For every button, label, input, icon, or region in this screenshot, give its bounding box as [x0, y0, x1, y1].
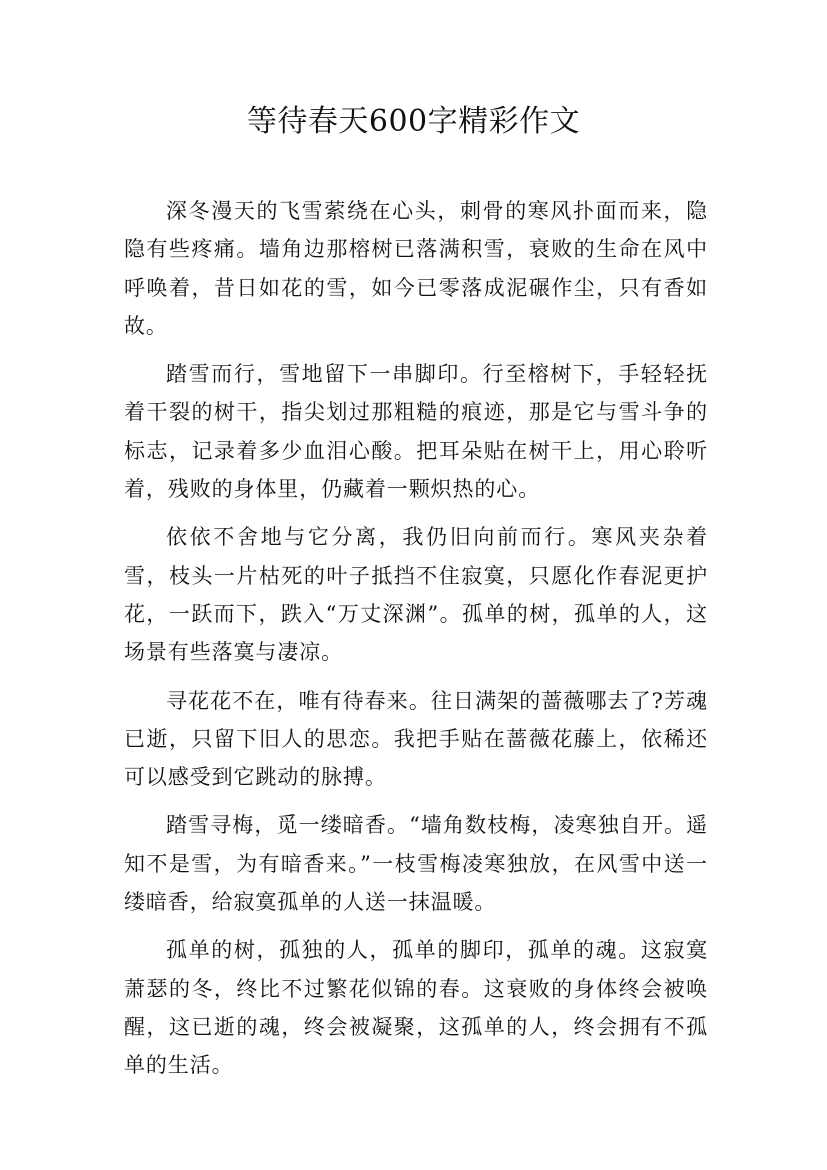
paragraph-6: 孤单的树，孤独的人，孤单的脚印，孤单的魂。这寂寞萧瑟的冬，终比不过繁花似锦的春。这衰败的身体终会被唤醒，这已逝的魂，终会被凝聚，这孤单的人，终会拥有不孤单的生活。: [124, 938, 708, 1078]
paragraph-3: 依依不舍地与它分离，我仍旧向前而行。寒风夹杂着雪，枝头一片枯死的叶子抵挡不住寂寞，只愿化作春泥更护花，一跃而下，跌入“万丈深渊”。孤单的树，孤单的人，这场景有些落寞与凄凉。: [124, 525, 708, 665]
document-body: [124, 192, 708, 1095]
paragraph-5: 踏雪寻梅，觅一缕暗香。“墙角数枝梅，凌寒独自开。遥知不是雪，为有暗香来。”一枝雪梅凌寒独放，在风雪中送一缕暗香，给寂寞孤单的人送一抹温暖。: [124, 813, 708, 915]
paragraph-4: 寻花花不在，唯有待春来。往日满架的蔷薇哪去了?芳魂已逝，只留下旧人的思恋。我把手贴在蔷薇花藤上，依稀还可以感受到它跳动的脉搏。: [124, 688, 708, 790]
document-title: 等待春天600字精彩作文: [246, 104, 581, 139]
paragraph-2: 踏雪而行，雪地留下一串脚印。行至榕树下，手轻轻抚着干裂的树干，指尖划过那粗糙的痕迹，那是它与雪斗争的标志，记录着多少血泪心酸。把耳朵贴在树干上，用心聆听着，残败的身体里，仍藏着一颗炽热的心。: [124, 362, 708, 502]
paragraph-1: 深冬漫天的飞雪萦绕在心头，刺骨的寒风扑面而来，隐隐有些疼痛。墙角边那榕树已落满积雪，衰败的生命在风中呼唤着，昔日如花的雪，如今已零落成泥碾作尘，只有香如故。: [124, 199, 708, 338]
